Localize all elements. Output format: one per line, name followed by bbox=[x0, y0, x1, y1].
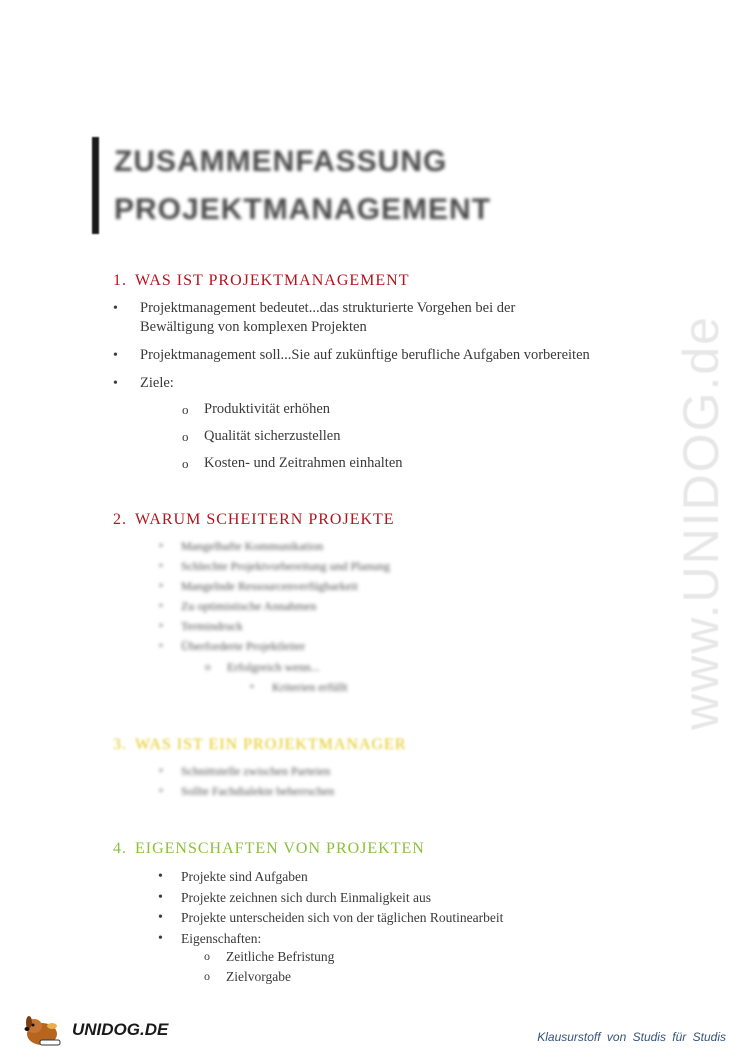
list-item: • Überforderte Projektleiter bbox=[181, 636, 390, 656]
circle-bullet-icon: o bbox=[182, 456, 189, 471]
list-item: • Kriterien erfüllt bbox=[272, 677, 348, 697]
list-item: o Kosten- und Zeitrahmen einhalten bbox=[182, 455, 403, 471]
logo-text: UNIDOG.DE bbox=[72, 1020, 169, 1039]
section-number: 1. bbox=[113, 272, 127, 289]
circle-bullet-icon: o bbox=[204, 949, 210, 963]
list-item: • Projekte sind Aufgaben bbox=[158, 869, 308, 884]
list-item: • Sollte Fachdialekte beherrschen bbox=[181, 781, 334, 801]
footer-tagline: Klausurstoff von Studis für Studis bbox=[537, 1030, 726, 1044]
list-item: • Mangelhafte Kommunikation bbox=[181, 536, 390, 556]
list-item: o Produktivität erhöhen bbox=[182, 401, 331, 417]
list-item: o Zielvorgabe bbox=[204, 969, 291, 984]
list-item: • Projekte zeichnen sich durch Einmaligkeit aus bbox=[158, 889, 432, 905]
list-item: • Eigenschaften: bbox=[158, 930, 262, 946]
section-2-heading bbox=[113, 511, 395, 529]
circle-bullet-icon: o bbox=[204, 969, 210, 983]
document-title bbox=[114, 138, 491, 234]
list-item: • Schnittstelle zwischen Parteien bbox=[181, 761, 334, 781]
section-1-list bbox=[113, 299, 590, 393]
bullet-icon: • bbox=[159, 620, 163, 632]
bullet-icon: • bbox=[159, 560, 163, 572]
bullet-icon: • bbox=[159, 540, 163, 552]
section-title: WARUM SCHEITERN PROJEKTE bbox=[135, 511, 395, 528]
bullet-icon: • bbox=[158, 910, 163, 925]
list-item: • Projektmanagement bedeutet...das strukturierte Vorgehen bei der Bewältigung von komplexen Projekten bbox=[113, 300, 516, 335]
watermark-text: www.UNIDOG.de bbox=[673, 315, 729, 730]
title-accent-bar bbox=[92, 137, 99, 234]
list-item: • Zu optimistische Annahmen bbox=[181, 596, 390, 616]
bullet-icon: • bbox=[159, 640, 163, 652]
title-line-2: PROJEKTMANAGEMENT bbox=[114, 193, 492, 226]
section-4-heading bbox=[113, 840, 425, 858]
bullet-icon: • bbox=[158, 869, 163, 884]
section-2-subsublist bbox=[250, 677, 348, 697]
bullet-icon: • bbox=[113, 376, 118, 391]
section-1-sublist bbox=[182, 400, 403, 481]
circle-bullet-icon: o bbox=[182, 429, 189, 444]
list-item: o Qualität sicherzustellen bbox=[182, 428, 341, 444]
bullet-icon: • bbox=[113, 348, 118, 363]
bullet-icon: • bbox=[159, 600, 163, 612]
bullet-icon: • bbox=[158, 889, 163, 905]
list-item: • Schlechte Projektvorbereitung und Planung bbox=[181, 556, 390, 576]
section-3-heading bbox=[113, 736, 407, 754]
section-number: 3. bbox=[113, 736, 127, 753]
list-item: o Zeitliche Befristung bbox=[204, 949, 335, 964]
section-number: 4. bbox=[113, 840, 127, 857]
bullet-icon: • bbox=[159, 785, 163, 797]
list-item: • Ziele: bbox=[113, 375, 174, 391]
bullet-icon: • bbox=[158, 930, 163, 946]
unidog-logo[interactable] bbox=[22, 1012, 172, 1048]
dog-icon bbox=[22, 1012, 68, 1048]
section-2-list bbox=[159, 536, 390, 656]
section-title: WAS IST PROJEKTMANAGEMENT bbox=[135, 272, 410, 289]
list-item: o Erfolgreich wenn... bbox=[227, 657, 320, 677]
list-item: • Termindruck bbox=[181, 616, 390, 636]
bullet-icon: • bbox=[159, 580, 163, 592]
section-number: 2. bbox=[113, 511, 127, 528]
title-line-1: ZUSAMMENFASSUNG bbox=[114, 145, 448, 178]
list-item: • Mangelnde Ressourcenverfügbarkeit bbox=[181, 576, 390, 596]
circle-bullet-icon: o bbox=[205, 661, 211, 673]
section-title: EIGENSCHAFTEN VON PROJEKTEN bbox=[135, 840, 425, 857]
list-item: • Projekte unterscheiden sich von der täglichen Routinearbeit bbox=[158, 910, 504, 925]
section-3-list bbox=[159, 761, 335, 801]
list-item: • Projektmanagement soll...Sie auf zukünftige berufliche Aufgaben vorbereiten bbox=[113, 347, 590, 363]
circle-bullet-icon: o bbox=[182, 402, 189, 417]
bullet-icon: • bbox=[113, 301, 118, 316]
section-2-sublist bbox=[205, 657, 320, 677]
section-title: WAS IST EIN PROJEKTMANAGER bbox=[135, 736, 407, 753]
section-4-list bbox=[158, 867, 504, 949]
bullet-icon: • bbox=[250, 681, 254, 693]
bullet-icon: • bbox=[159, 765, 163, 777]
section-1-heading bbox=[113, 272, 410, 290]
section-4-sublist bbox=[204, 947, 335, 987]
